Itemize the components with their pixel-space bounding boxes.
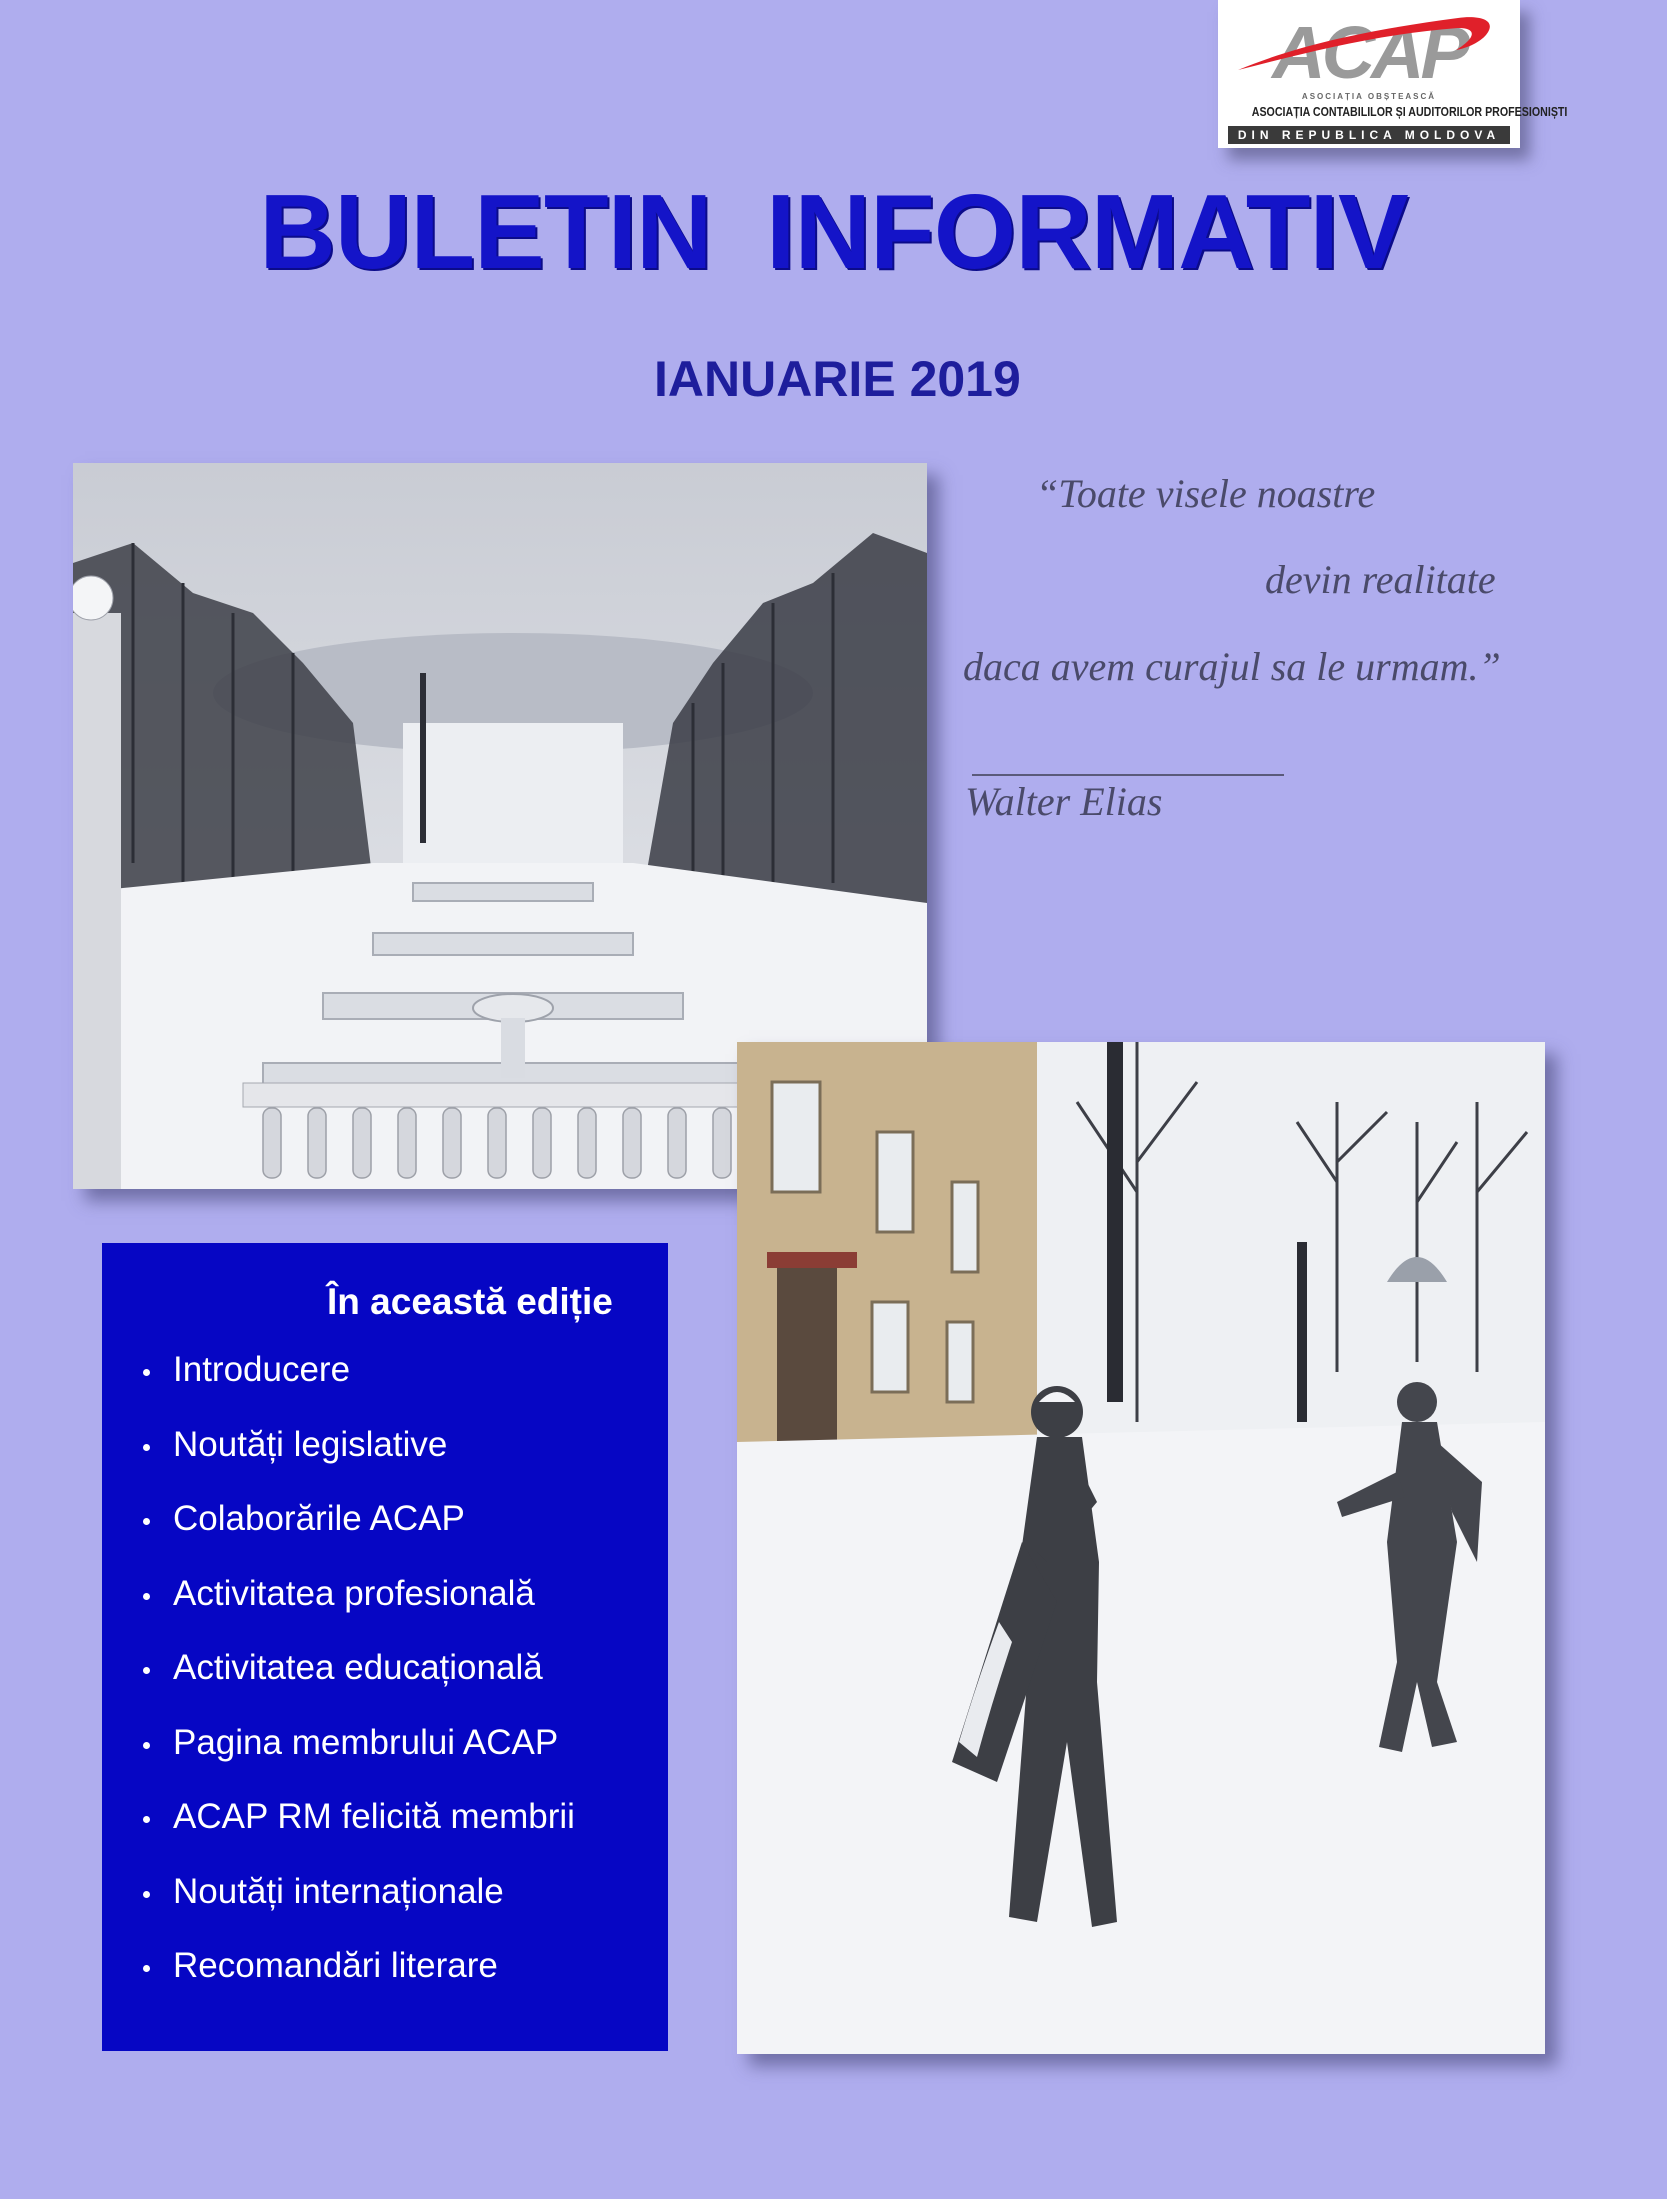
toc-item[interactable]	[102, 1945, 575, 2020]
bullet-icon	[143, 1444, 150, 1451]
page-title: BULETIN INFORMATIV	[259, 173, 1408, 291]
toc-item[interactable]	[102, 1647, 575, 1722]
toc-item[interactable]	[102, 1498, 575, 1573]
bullet-icon	[143, 1816, 150, 1823]
quote-line-1: “Toate visele noastre	[1036, 471, 1376, 516]
toc-item[interactable]	[102, 1424, 575, 1499]
bullet-icon	[143, 1593, 150, 1600]
toc-list	[102, 1349, 575, 2020]
toc-item-label: Noutăți internaționale	[173, 1871, 504, 1911]
logo-line-2: ASOCIAȚIA CONTABILILOR ȘI AUDITORILOR PROFESIONIȘTI	[1251, 104, 1568, 119]
toc-panel	[102, 1243, 668, 2051]
bullet-icon	[143, 1667, 150, 1674]
toc-item[interactable]	[102, 1722, 575, 1797]
bullet-icon	[143, 1369, 150, 1376]
toc-item-label: Pagina membrului ACAP	[173, 1722, 559, 1762]
toc-title: În această ediție	[327, 1281, 613, 1322]
toc-item-label: Colaborările ACAP	[173, 1499, 465, 1538]
issue-date: IANUARIE 2019	[654, 351, 1021, 407]
bullet-icon	[143, 1742, 150, 1749]
acap-logo-mark	[1218, 0, 1520, 92]
toc-item-label: Activitatea educațională	[173, 1648, 543, 1687]
quote-divider	[972, 774, 1284, 776]
toc-item[interactable]	[102, 1349, 575, 1424]
logo-line-1: ASOCIAȚIA OBȘTEASCĂ	[1301, 92, 1437, 101]
quote-author: Walter Elias	[965, 779, 1163, 824]
toc-item-label: Noutăți legislative	[173, 1424, 448, 1464]
acap-logo	[1218, 0, 1568, 148]
winter-statues-photo	[737, 1042, 1545, 2054]
toc-item-label: Activitatea profesională	[173, 1573, 535, 1613]
bullet-icon	[143, 1518, 150, 1525]
bullet-icon	[143, 1891, 150, 1898]
toc-item-label: Introducere	[173, 1350, 351, 1389]
toc-item[interactable]	[102, 1871, 575, 1946]
bullet-icon	[143, 1965, 150, 1972]
quote-line-3: daca avem curajul sa le urmam.”	[963, 644, 1501, 689]
svg-text:ACAP: ACAP	[1272, 11, 1466, 92]
toc-item[interactable]	[102, 1573, 575, 1648]
quote-line-2: devin realitate	[1265, 557, 1496, 602]
toc-item-label: Recomandări literare	[173, 1946, 498, 1985]
toc-item-label: ACAP RM felicită membrii	[173, 1797, 575, 1836]
toc-item[interactable]	[102, 1796, 575, 1871]
logo-line-3: DIN REPUBLICA MOLDOVA	[1228, 126, 1510, 144]
